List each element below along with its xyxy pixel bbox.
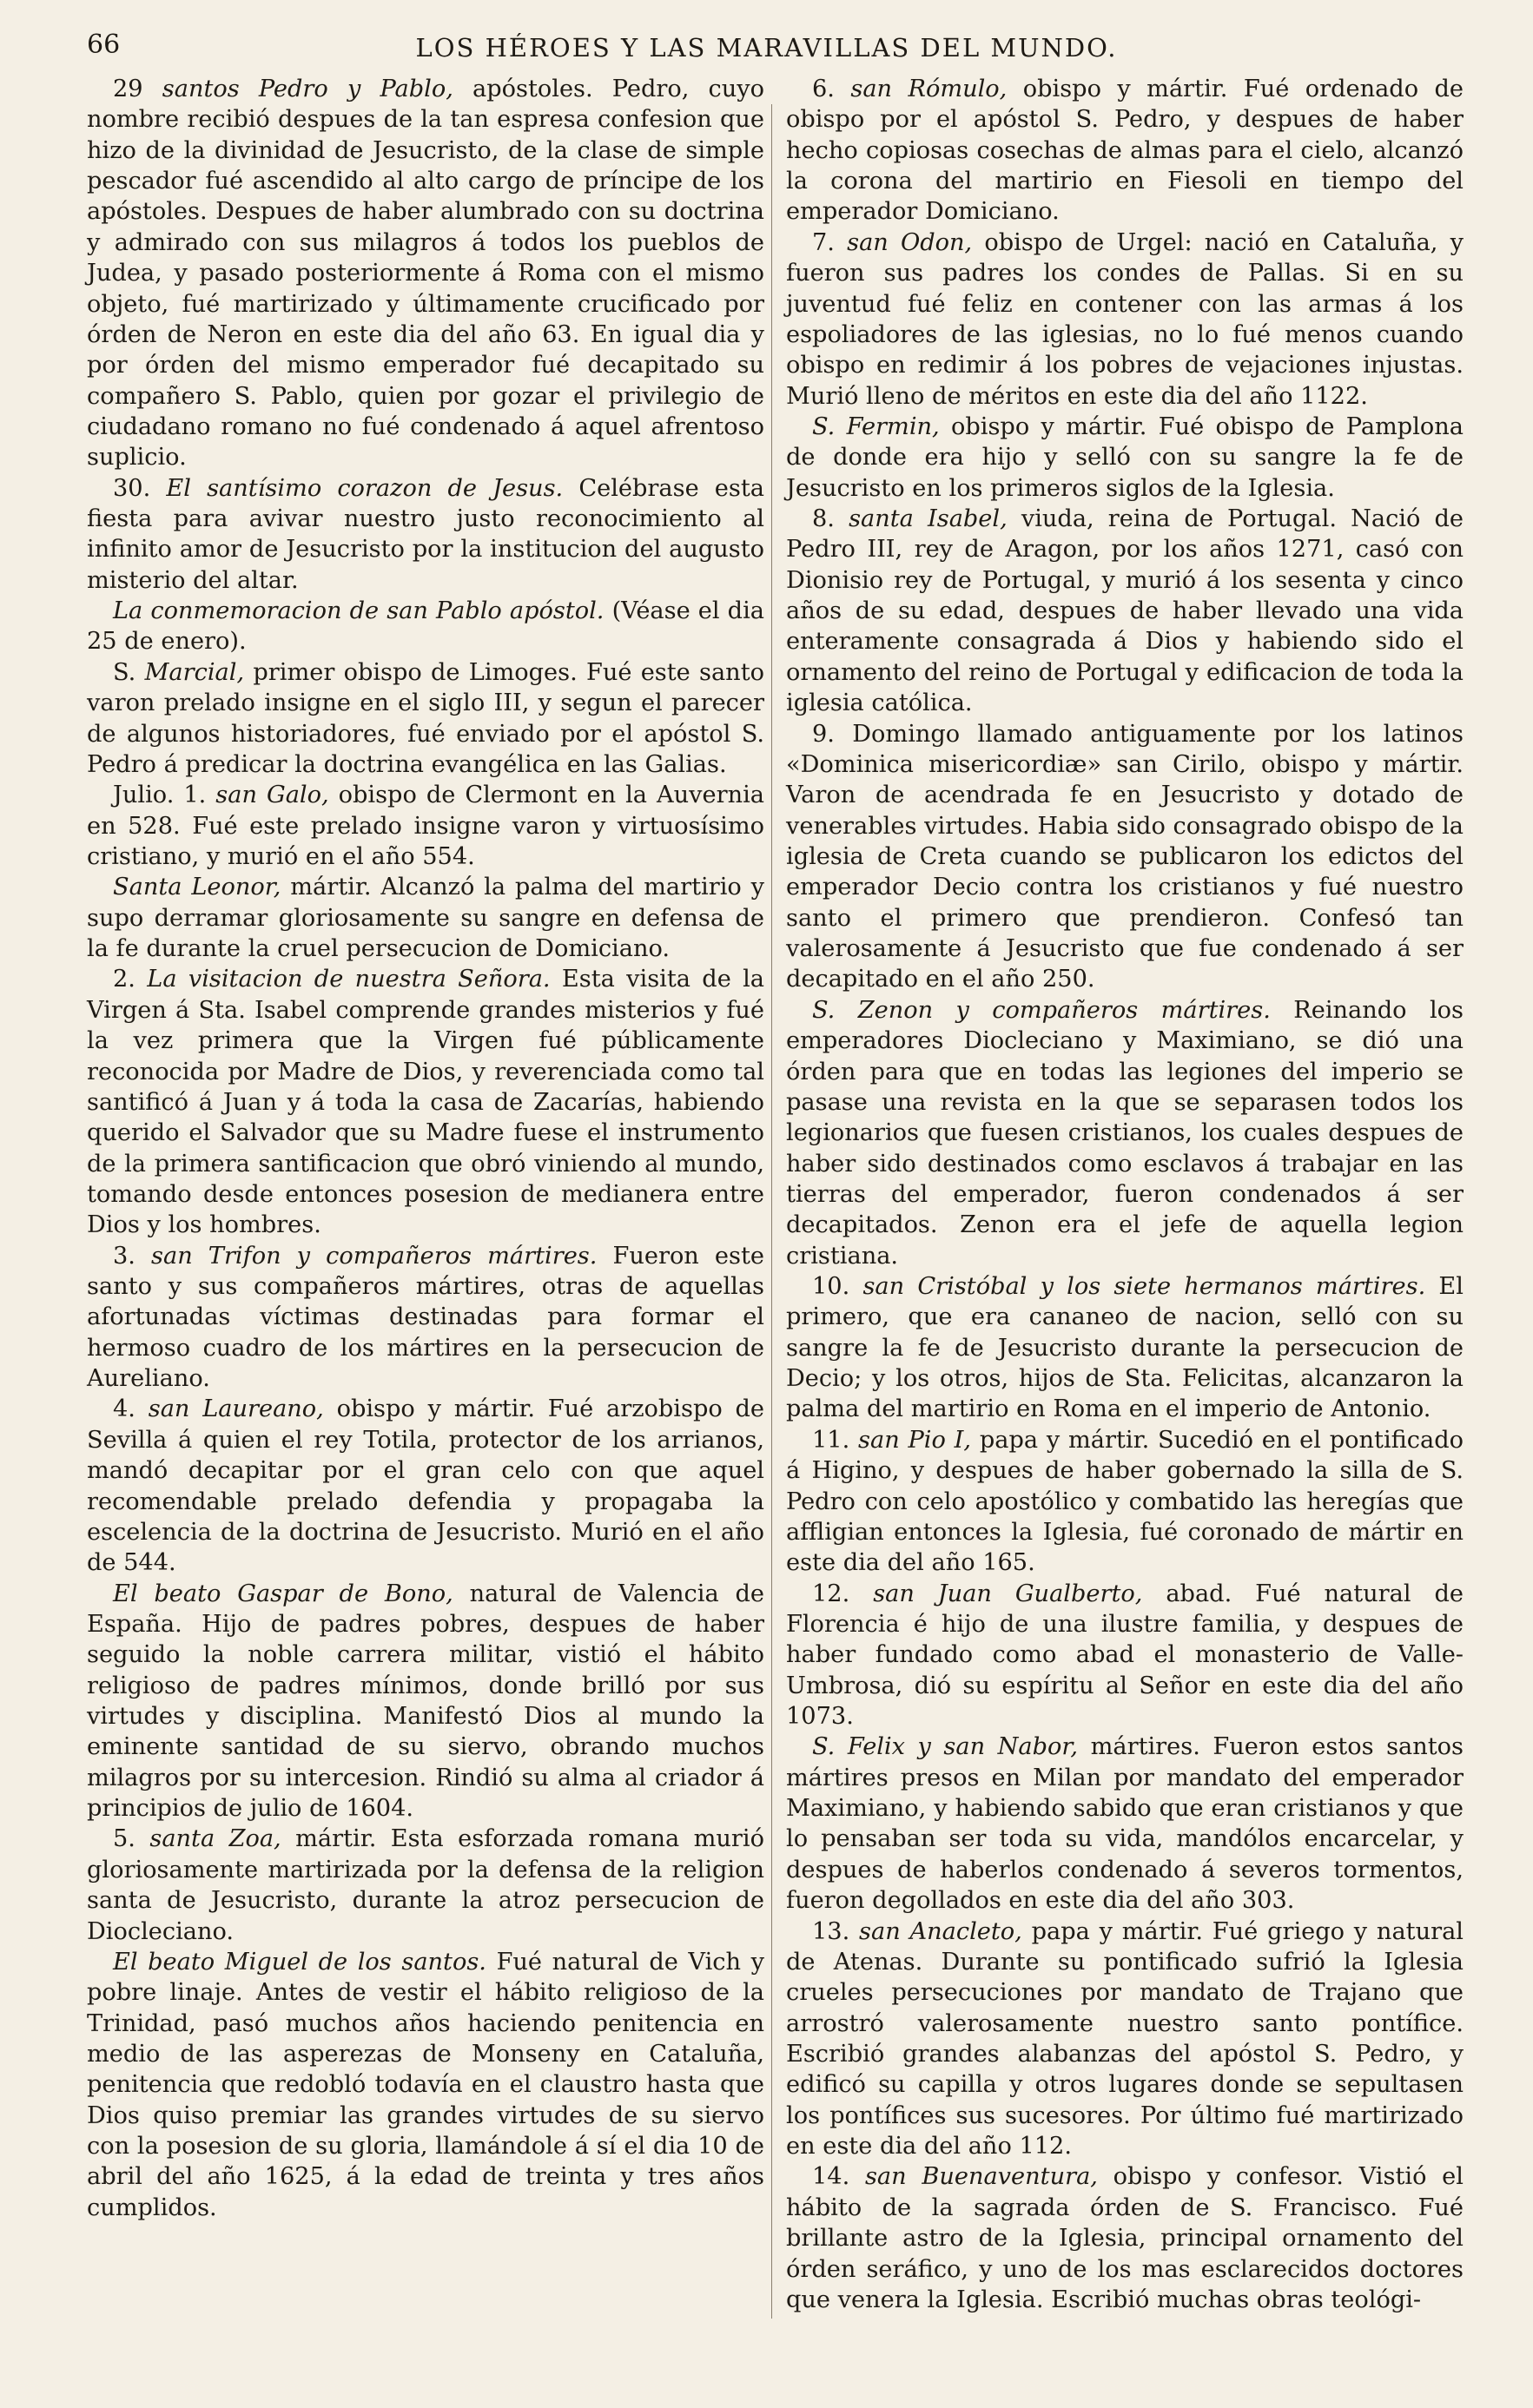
entry-text: mártir. Alcanzó la palma del martirio y supo derramar gloriosamente su sangre en defensa de la fe durante la cruel persecucion de Domiciano. bbox=[87, 874, 764, 963]
entry-text: obispo y mártir. Fué obispo de Pamplona de donde era hijo y selló con su sangre la fe de Jesucristo en los primeros siglos de la Iglesia. bbox=[786, 412, 1464, 502]
left-column bbox=[87, 74, 764, 2223]
calendar-entry bbox=[786, 995, 1464, 1271]
entry-text: obispo y confesor. Vistió el hábito de la sagrada órden de S. Francisco. Fué brillante astro de la Iglesia, principal ornamento del órden seráfico, y uno de los mas esclarecidos doctores que venera la Iglesia. Escribió muchas obras teológi- bbox=[786, 2163, 1464, 2313]
saint-name: El beato Gaspar de Bono, bbox=[113, 1580, 453, 1607]
saint-name: S. Felix y san Nabor, bbox=[812, 1733, 1079, 1761]
calendar-entry bbox=[87, 780, 764, 872]
saint-name: san Galo, bbox=[215, 782, 329, 809]
saint-name: san Buenaventura, bbox=[864, 2163, 1098, 2191]
calendar-entry bbox=[87, 1394, 764, 1578]
calendar-entry bbox=[87, 1241, 764, 1395]
calendar-entry bbox=[87, 1579, 764, 1824]
entry-text: apóstoles. Pedro, cuyo nombre recibió despues de la tan espresa confesion que hizo de la divinidad de Jesucristo, de la clase de simple pescador fué ascendido al alto cargo de príncipe de los apóstoles. Despues de haber alumbrado con su doctrina y admirado con sus milagros á todos los pueblos de Judea, y pasado posteriormente á Roma con el mismo objeto, fué martirizado y últimamente crucificado por órden de Neron en este dia del año 63. En igual dia y por órden del mismo emperador fué decapitado su compañero S. Pablo, quien por gozar el privilegio de ciudadano romano no fué condenado á aquel afrentoso suplicio. bbox=[87, 76, 764, 472]
calendar-entry bbox=[786, 719, 1464, 995]
entry-number: 29 bbox=[113, 76, 143, 102]
entry-text: Celébrase esta fiesta para avivar nuestro justo reconocimiento al infinito amor de Jesucristo por la institucion del augusto misterio del altar. bbox=[87, 474, 764, 594]
saint-name: san Anacleto, bbox=[859, 1917, 1022, 1945]
entry-text: Esta visita de la Virgen á Sta. Isabel comprende grandes misterios y fué la vez primera que la Virgen fué públicamente reconocida por Madre de Dios, y reverenciada como tal santificó á Juan y á toda la casa de Zacarías, habiendo querido el Salvador que su Madre fuese el instrumento de la primera santificacion que obró viniendo al mundo, tomando desde entonces posesion de medianera entre Dios y los hombres. bbox=[87, 966, 764, 1239]
calendar-entry bbox=[786, 504, 1464, 719]
saint-name: san Odon, bbox=[847, 228, 973, 256]
calendar-entry bbox=[87, 473, 764, 596]
entry-number: 8. bbox=[812, 505, 835, 533]
calendar-entry bbox=[786, 1917, 1464, 2162]
calendar-entry bbox=[786, 2161, 1464, 2315]
calendar-entry bbox=[87, 1947, 764, 2223]
calendar-entry bbox=[87, 74, 764, 473]
calendar-entry bbox=[87, 657, 764, 780]
saint-name: san Cristóbal y los siete hermanos mártires. bbox=[862, 1273, 1426, 1301]
saint-name: san Trifon y compañeros mártires. bbox=[151, 1242, 598, 1270]
saint-name: La conmemoracion de san Pablo apóstol. bbox=[113, 597, 605, 625]
running-title: LOS HÉROES Y LAS MARAVILLAS DEL MUNDO. bbox=[415, 33, 1118, 63]
saint-name: santos Pedro y Pablo, bbox=[162, 76, 453, 102]
saint-name: El santísimo corazon de Jesus. bbox=[166, 474, 564, 502]
saint-name: El beato Miguel de los santos. bbox=[113, 1948, 486, 1976]
entry-text: papa y mártir. Sucedió en el pontificado á Higino, y despues de haber gobernado la silla de S. Pedro con celo apostólico y combatido las heregías que affligian entonces la Iglesia, fué coronado de mártir en este dia del año 165. bbox=[786, 1426, 1464, 1577]
entry-text: (Véase el dia 25 de enero). bbox=[87, 597, 764, 656]
entry-number: 6. bbox=[812, 76, 835, 102]
entry-text: obispo de Urgel: nació en Cataluña, y fueron sus padres los condes de Pallas. Si en su juventud fué feliz en contener con las armas á los espoliadores de las iglesias, no lo fué menos cuando obispo en redimir á los pobres de vejaciones injustas. Murió lleno de méritos en este dia del año 1122. bbox=[786, 228, 1464, 410]
entry-text: Fué natural de Vich y pobre linaje. Antes de vestir el hábito religioso de la Trinidad, pasó muchos años haciendo penitencia en medio de las asperezas de Monseny en Cataluña, penitencia que redobló todavía en el claustro hasta que Dios quiso premiar las grandes virtudes de su siervo con la posesion de su gloria, llamándole á sí el dia 10 de abril del año 1625, á la edad de treinta y tres años cumplidos. bbox=[87, 1948, 764, 2221]
entry-text: viuda, reina de Portugal. Nació de Pedro III, rey de Aragon, por los años 1271, casó con Dionisio rey de Portugal, y murió á los sesenta y cinco años de su edad, despues de haber llevado una vida enteramente consagrada á Dios y habiendo sido el ornamento del reino de Portugal y edificacion de toda la iglesia católica. bbox=[786, 505, 1464, 717]
saint-name: Santa Leonor, bbox=[113, 874, 281, 901]
calendar-entry bbox=[87, 596, 764, 657]
running-header bbox=[0, 26, 1533, 69]
entry-number: 11. bbox=[812, 1426, 850, 1454]
saint-name: san Rómulo, bbox=[850, 76, 1008, 102]
entry-text: Reinando los emperadores Diocleciano y Maximiano, se dió una órden para que en todas las legiones del imperio se pasase una revista en la que se separasen todos los legionarios que fuesen cristianos, los cuales despues de haber sido destinados como esclavos á trabajar en las tierras del emperador, fueron condenados á ser decapitados. Zenon era el jefe de aquella legion cristiana. bbox=[786, 996, 1464, 1270]
saint-name: santa Isabel, bbox=[849, 505, 1008, 533]
entry-text: natural de Valencia de España. Hijo de padres pobres, despues de haber seguido la noble carrera militar, vistió el hábito religioso de padres mínimos, donde brilló por sus virtudes y disciplina. Manifestó Dios al mundo la eminente santidad de su siervo, obrando muchos milagros por su intercesion. Rindió su alma al criador á principios de julio de 1604. bbox=[87, 1580, 764, 1823]
calendar-entry bbox=[786, 1579, 1464, 1732]
entry-text: obispo y mártir. Fué arzobispo de Sevilla á quien el rey Totila, protector de los arrianos, mandó decapitar por el gran celo con que aquel recomendable prelado defendia y propagaba la escelencia de la doctrina de Jesucristo. Murió en el año de 544. bbox=[87, 1395, 764, 1577]
entry-number: 7. bbox=[812, 228, 835, 256]
entry-text: obispo y mártir. Fué ordenado de obispo por el apóstol S. Pedro, y despues de haber hecho copiosas cosechas de almas para el cielo, alcanzó la corona del martirio en Fiesoli en tiempo del emperador Domiciano. bbox=[786, 76, 1464, 226]
calendar-entry bbox=[87, 1824, 764, 1946]
entry-number: 9. bbox=[812, 720, 835, 748]
saint-name: Marcial, bbox=[144, 658, 245, 686]
calendar-entry bbox=[786, 1271, 1464, 1425]
saint-name: santa Zoa, bbox=[149, 1825, 281, 1853]
calendar-entry bbox=[786, 1425, 1464, 1579]
saint-name: La visitacion de nuestra Señora. bbox=[147, 966, 551, 993]
saint-name: san Laureano, bbox=[148, 1395, 324, 1423]
entry-number: 13. bbox=[812, 1917, 850, 1945]
calendar-entry bbox=[87, 872, 764, 964]
calendar-entry bbox=[87, 964, 764, 1240]
entry-number: 12. bbox=[812, 1580, 850, 1607]
saint-name: S. Fermin, bbox=[812, 412, 940, 440]
entry-text: abad. Fué natural de Florencia é hijo de una ilustre familia, y despues de haber fundado como abad el monasterio de Valle-Umbrosa, dió su espíritu al Señor en este dia del año 1073. bbox=[786, 1580, 1464, 1731]
calendar-entry bbox=[786, 74, 1464, 228]
entry-text: mártir. Esta esforzada romana murió gloriosamente martirizada por la defensa de la religion santa de Jesucristo, durante la atroz persecucion de Diocleciano. bbox=[87, 1825, 764, 1945]
entry-number: S. bbox=[113, 658, 136, 686]
entry-text: Domingo llamado antiguamente por los latinos «Dominica misericordiæ» san Cirilo, obispo y mártir. Varon de acendrada fe en Jesucristo y dotado de venerables virtudes. Habia sido consagrado obispo de la iglesia de Creta cuando se publicaron los edictos del emperador Decio contra los cristianos y fué nuestro santo el primero que prendieron. Confesó tan valerosamente á Jesucristo que fue condenado á ser decapitado en el año 250. bbox=[786, 720, 1464, 993]
calendar-entry bbox=[786, 412, 1464, 504]
entry-text: primer obispo de Limoges. Fué este santo varon prelado insigne en el siglo III, y segun el parecer de algunos historiadores, fué enviado por el apóstol S. Pedro á predicar la doctrina evangélica en las Galias. bbox=[87, 658, 764, 778]
entry-number: 2. bbox=[113, 966, 135, 993]
calendar-entry bbox=[786, 1732, 1464, 1916]
entry-text: Fueron este santo y sus compañeros mártires, otras de aquellas afortunadas víctimas destinadas para formar el hermoso cuadro de los mártires en la persecucion de Aureliano. bbox=[87, 1242, 764, 1393]
entry-text: obispo de Clermont en la Auvernia en 528. Fué este prelado insigne varon y virtuosísimo cristiano, y murió en el año 554. bbox=[87, 782, 764, 870]
column-divider bbox=[771, 104, 772, 2319]
calendar-entry bbox=[786, 228, 1464, 412]
saint-name: S. Zenon y compañeros mártires. bbox=[812, 996, 1271, 1024]
entry-number: 30. bbox=[113, 474, 151, 502]
entry-number: Julio. 1. bbox=[113, 782, 207, 809]
saint-name: san Juan Gualberto, bbox=[873, 1580, 1143, 1607]
entry-number: 5. bbox=[113, 1825, 135, 1853]
entry-number: 4. bbox=[113, 1395, 135, 1423]
right-column bbox=[786, 74, 1464, 2315]
entry-text: mártires. Fueron estos santos mártires presos en Milan por mandato del emperador Maximiano, y habiendo sabido que eran cristianos y que lo pensaban ser toda su vida, mandólos encarcelar, y despues de haberlos condenado á severos tormentos, fueron degollados en este dia del año 303. bbox=[786, 1733, 1464, 1915]
page-number: 66 bbox=[87, 30, 121, 60]
entry-number: 10. bbox=[812, 1273, 850, 1301]
entry-number: 14. bbox=[812, 2163, 850, 2191]
entry-text: papa y mártir. Fué griego y natural de Atenas. Durante su pontificado sufrió la Iglesia crueles persecuciones por mandato de Trajano que arrostró valerosamente nuestro santo pontífice. Escribió grandes alabanzas del apóstol S. Pedro, y edificó su capilla y otros lugares donde se sepultasen los pontífices sus sucesores. Por último fué martirizado en este dia del año 112. bbox=[786, 1917, 1464, 2161]
entry-text: El primero, que era cananeo de nacion, selló con su sangre la fe de Jesucristo durante la persecucion de Decio; y los otros, hijos de Sta. Felicitas, alcanzaron la palma del martirio en Roma en el imperio de Antonio. bbox=[786, 1273, 1464, 1423]
entry-number: 3. bbox=[113, 1242, 135, 1270]
saint-name: san Pio I, bbox=[858, 1426, 972, 1454]
